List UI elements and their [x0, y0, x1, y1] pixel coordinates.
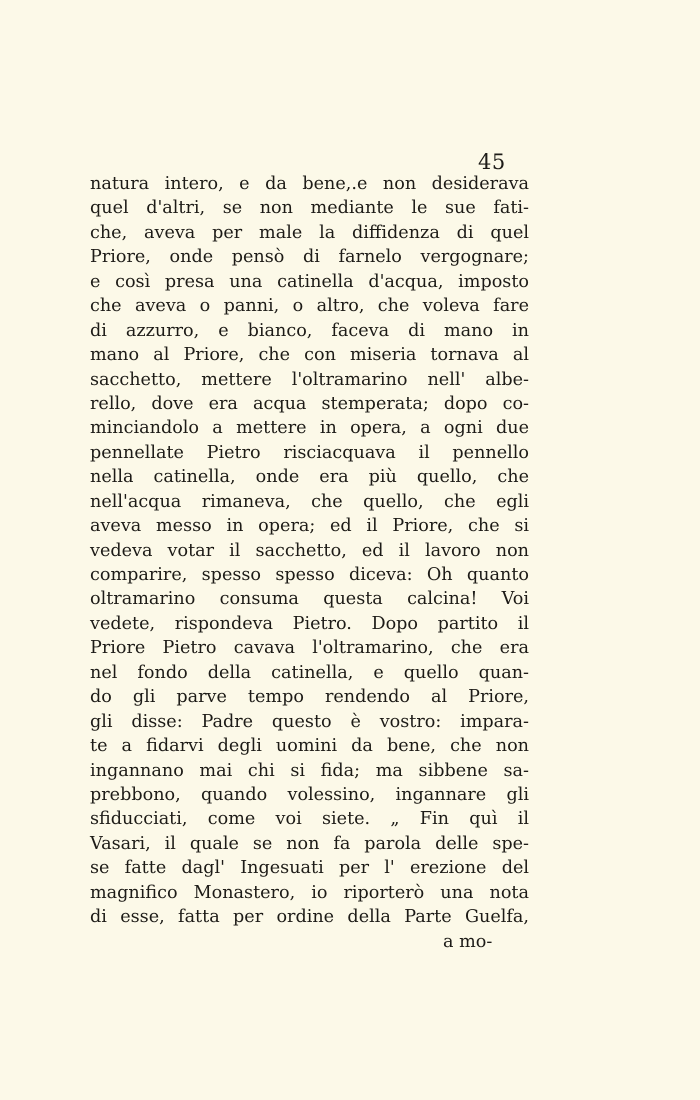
text-line: se fatte dagl' Ingesuati per l' erezione del: [90, 858, 529, 879]
body-text: [90, 172, 529, 930]
text-line: Priore Pietro cavava l'oltramarino, che era: [90, 638, 529, 659]
text-line: aveva messo in opera; ed il Priore, che si: [90, 516, 529, 537]
text-line: do gli parve tempo rendendo al Priore,: [90, 687, 529, 708]
text-line: mano al Priore, che con miseria tornava al: [90, 345, 529, 366]
text-line: gli disse: Padre questo è vostro: impara-: [90, 711, 529, 732]
text-line: sfiducciati, come voi siete. „ Fin quì il: [90, 809, 529, 830]
text-line: rello, dove era acqua stemperata; dopo co-: [90, 393, 529, 414]
text-line: natura intero, e da bene,.e non desiderava: [90, 174, 529, 194]
text-line: nel fondo della catinella, e quello quan-: [90, 662, 529, 683]
text-line: quel d'altri, se non mediante le sue fati-: [90, 198, 529, 219]
text-line: minciandolo a mettere in opera, a ogni due: [90, 418, 529, 439]
text-line: Priore, onde pensò di farnelo vergognare;: [90, 247, 529, 268]
text-line: magnifico Monastero, io riporterò una nota: [90, 882, 529, 903]
catchword: a mo-: [443, 932, 493, 952]
text-line: nell'acqua rimaneva, che quello, che egli: [90, 491, 529, 512]
text-line: di esse, fatta per ordine della Parte Guelfa,: [90, 907, 529, 928]
text-line: comparire, spesso spesso diceva: Oh quanto: [90, 565, 529, 585]
text-line: nella catinella, onde era più quello, che: [90, 467, 529, 488]
text-line: pennellate Pietro risciacquava il pennello: [90, 442, 529, 463]
text-line: e così presa una catinella d'acqua, imposto: [90, 271, 529, 292]
page-number: 45: [478, 150, 506, 174]
text-line: oltramarino consuma questa calcina! Voi: [90, 589, 529, 610]
text-line: vedete, rispondeva Pietro. Dopo partito il: [90, 613, 529, 634]
text-line: te a fidarvi degli uomini da bene, che non: [90, 736, 529, 757]
text-line: ingannano mai chi si fida; ma sibbene sa-: [90, 760, 529, 781]
text-line: che, aveva per male la diffidenza di quel: [90, 222, 529, 243]
text-line: prebbono, quando volessino, ingannare gli: [90, 784, 529, 805]
text-line: che aveva o panni, o altro, che voleva fare: [90, 296, 529, 317]
text-line: Vasari, il quale se non fa parola delle spe-: [90, 833, 529, 854]
text-line: sacchetto, mettere l'oltramarino nell' albe-: [90, 369, 529, 390]
text-line: vedeva votar il sacchetto, ed il lavoro non: [90, 540, 529, 561]
text-line: di azzurro, e bianco, faceva di mano in: [90, 320, 529, 341]
